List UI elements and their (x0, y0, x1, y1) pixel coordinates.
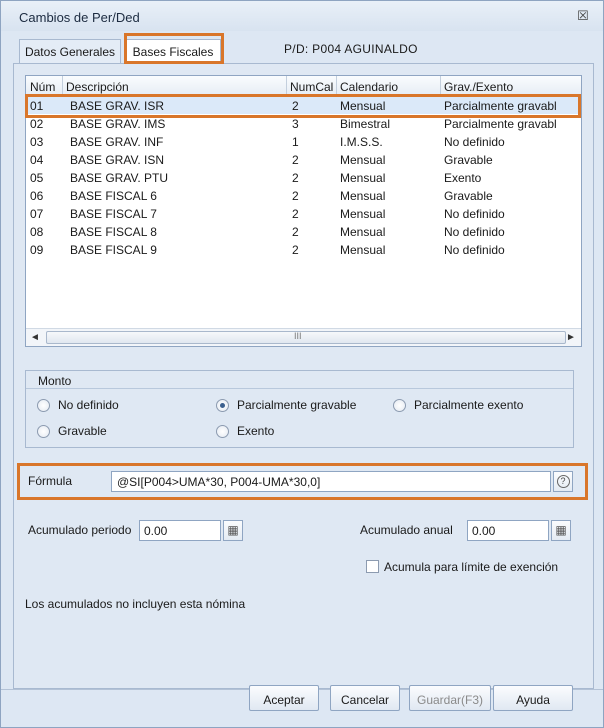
limite-exencion-label[interactable]: Acumula para límite de exención (384, 560, 559, 574)
cell-grav-exento: Exento (444, 171, 482, 185)
acumulados-note: Los acumulados no incluyen esta nómina (25, 597, 246, 611)
cell-calendario: Bimestral (340, 117, 391, 131)
cell-calendario: Mensual (340, 243, 386, 257)
table-row[interactable] (26, 222, 581, 240)
cell-numcal: 2 (292, 225, 299, 239)
cell-num: 03 (30, 135, 44, 149)
aceptar-button[interactable]: Aceptar (249, 685, 319, 711)
radio-label: Parcialmente gravable (237, 398, 357, 412)
horizontal-scrollbar[interactable] (26, 328, 581, 346)
table-row[interactable] (26, 132, 581, 150)
cell-descripcion: BASE FISCAL 8 (70, 225, 157, 239)
formula-label: Fórmula (28, 474, 73, 488)
cell-calendario: Mensual (340, 225, 386, 239)
cell-grav-exento: No definido (444, 135, 505, 149)
cell-descripcion: BASE GRAV. ISR (70, 99, 165, 113)
radio-no-definido[interactable] (37, 398, 119, 412)
radio-label: Exento (237, 424, 275, 438)
cell-calendario: I.M.S.S. (340, 135, 383, 149)
radio-circle-icon[interactable] (216, 425, 229, 438)
acumulado-anual-label: Acumulado anual (360, 523, 453, 537)
scrollbar-thumb[interactable] (46, 331, 566, 344)
cell-descripcion: BASE FISCAL 9 (70, 243, 157, 257)
cell-descripcion: BASE FISCAL 7 (70, 207, 157, 221)
window-title: Cambios de Per/Ded (19, 10, 140, 25)
table-row[interactable] (26, 150, 581, 168)
scroll-grip-icon: III (294, 331, 302, 341)
cell-calendario: Mensual (340, 99, 386, 113)
radio-label: No definido (58, 398, 119, 412)
col-num[interactable]: Núm (30, 80, 56, 94)
radio-gravable[interactable] (37, 424, 107, 438)
table-row[interactable] (26, 96, 581, 114)
table-row[interactable] (26, 240, 581, 258)
col-descripcion[interactable]: Descripción (66, 80, 129, 94)
acumulado-periodo-label: Acumulado periodo (28, 523, 132, 537)
cell-grav-exento: Parcialmente gravabl (444, 99, 557, 113)
pd-label: P/D: P004 AGUINALDO (284, 42, 418, 56)
cell-grav-exento: No definido (444, 243, 505, 257)
cell-num: 08 (30, 225, 44, 239)
cell-num: 09 (30, 243, 44, 257)
col-calendario[interactable]: Calendario (340, 80, 399, 94)
cell-numcal: 2 (292, 243, 299, 257)
scroll-left-icon[interactable]: ◄ (30, 332, 40, 343)
table-row[interactable] (26, 114, 581, 132)
radio-parcialmente-gravable[interactable] (216, 398, 356, 412)
calculator-icon[interactable]: ▦ (551, 520, 571, 541)
col-numcal[interactable]: NumCal (290, 80, 334, 94)
scroll-right-icon[interactable]: ► (566, 332, 576, 343)
cell-grav-exento: Parcialmente gravabl (444, 117, 557, 131)
cell-descripcion: BASE GRAV. ISN (70, 153, 165, 167)
tab-bases-fiscales[interactable]: Bases Fiscales (125, 39, 221, 63)
cell-descripcion: BASE GRAV. INF (70, 135, 164, 149)
cell-numcal: 2 (292, 207, 299, 221)
table-row[interactable] (26, 168, 581, 186)
cancelar-button[interactable]: Cancelar (330, 685, 400, 711)
col-separator (440, 76, 441, 95)
cell-grav-exento: No definido (444, 225, 505, 239)
radio-circle-icon[interactable] (37, 425, 50, 438)
cell-num: 06 (30, 189, 44, 203)
ayuda-button[interactable]: Ayuda (493, 685, 573, 711)
cell-numcal: 2 (292, 153, 299, 167)
formula-help-button[interactable] (553, 471, 573, 492)
cell-descripcion: BASE GRAV. IMS (70, 117, 166, 131)
monto-label: Monto (38, 374, 72, 388)
table-row[interactable] (26, 204, 581, 222)
radio-parcialmente-exento[interactable] (393, 398, 523, 412)
col-grav-exento[interactable]: Grav./Exento (444, 80, 514, 94)
cell-numcal: 1 (292, 135, 299, 149)
tab-datos-generales[interactable]: Datos Generales (19, 39, 121, 63)
radio-circle-icon[interactable] (393, 399, 406, 412)
col-separator (286, 76, 287, 95)
cell-calendario: Mensual (340, 189, 386, 203)
cell-calendario: Mensual (340, 153, 386, 167)
cell-grav-exento: Gravable (444, 189, 493, 203)
calculator-icon[interactable]: ▦ (223, 520, 243, 541)
limite-exencion-checkbox[interactable] (366, 560, 379, 573)
cell-num: 07 (30, 207, 44, 221)
cell-calendario: Mensual (340, 171, 386, 185)
cell-descripcion: BASE GRAV. PTU (70, 171, 169, 185)
radio-circle-icon[interactable] (37, 399, 50, 412)
acumulado-periodo-input[interactable] (139, 520, 221, 541)
title-bar (1, 1, 603, 31)
radio-label: Parcialmente exento (414, 398, 524, 412)
cell-grav-exento: No definido (444, 207, 505, 221)
radio-selected-icon[interactable] (216, 399, 229, 412)
radio-exento[interactable] (216, 424, 274, 438)
col-separator (62, 76, 63, 95)
bases-grid (25, 75, 582, 347)
formula-input[interactable] (111, 471, 551, 492)
guardar-button[interactable]: Guardar(F3) (409, 685, 491, 711)
help-icon: ? (557, 475, 570, 488)
cell-num: 02 (30, 117, 44, 131)
cell-calendario: Mensual (340, 207, 386, 221)
cell-numcal: 2 (292, 99, 299, 113)
grid-header (26, 76, 581, 95)
cell-descripcion: BASE FISCAL 6 (70, 189, 157, 203)
col-separator (336, 76, 337, 95)
cell-grav-exento: Gravable (444, 153, 493, 167)
cell-num: 01 (30, 99, 44, 113)
cell-numcal: 3 (292, 117, 299, 131)
cell-numcal: 2 (292, 171, 299, 185)
radio-label: Gravable (58, 424, 107, 438)
monto-divider (26, 388, 573, 389)
table-row[interactable] (26, 186, 581, 204)
cell-numcal: 2 (292, 189, 299, 203)
acumulado-anual-input[interactable] (467, 520, 549, 541)
close-icon[interactable]: ☒ (577, 8, 589, 23)
cell-num: 04 (30, 153, 44, 167)
cell-num: 05 (30, 171, 44, 185)
